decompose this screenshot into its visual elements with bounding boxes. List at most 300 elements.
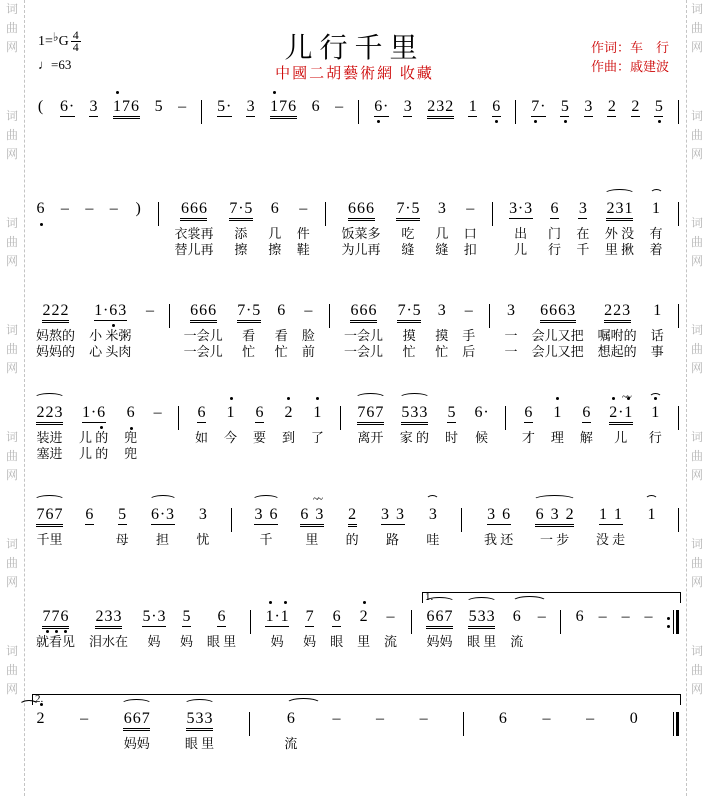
note-figures: 2 (348, 506, 357, 523)
watermark-char: 词 (690, 644, 703, 658)
ending-bracket (422, 592, 681, 603)
watermark-group (3, 321, 21, 378)
lyric-line-2 (310, 548, 313, 564)
lyric-line-2 (316, 446, 319, 462)
note-token (116, 504, 129, 564)
note-token (376, 708, 385, 768)
note-token (311, 402, 324, 462)
lyric-line-1: 流 (284, 736, 298, 751)
notation-row (36, 402, 679, 462)
octave-dot-below (55, 630, 58, 633)
music-system (36, 694, 679, 796)
note-figures: 7 6 7 (36, 506, 63, 523)
note-figures: – (386, 608, 395, 625)
note-figures: ~~ 6 3 (300, 504, 324, 525)
watermark-char: 曲 (5, 449, 18, 463)
lyric-line-2 (39, 752, 42, 768)
note-token (509, 198, 533, 258)
lyric-line-2: 行 (548, 242, 562, 257)
lyric-line-1: 在 (576, 226, 590, 241)
lyric-line-1: 行 (648, 430, 662, 445)
note-figures: 5 · 3 (142, 608, 166, 625)
lyric-line-2 (601, 650, 604, 666)
lyric-line-2 (497, 548, 500, 564)
right-dashed-border (686, 0, 687, 796)
lyric-line-2: 后 (462, 344, 476, 359)
lyric-line-2 (553, 548, 556, 564)
note-figures: – (376, 710, 385, 727)
lyric-line-2 (308, 650, 311, 666)
note-figures: – (419, 710, 428, 727)
lyric-line-2 (501, 752, 504, 768)
watermark-group (3, 535, 21, 592)
notation-row (36, 606, 679, 666)
lyric-line-2 (137, 242, 140, 258)
note-figures: – (466, 200, 475, 217)
note-token (654, 96, 663, 156)
note-token (89, 96, 98, 156)
note-figures: 2 2 2 (42, 302, 69, 319)
lyric-line-1 (338, 123, 341, 140)
lyric-line-2 (88, 242, 91, 258)
watermark-group (688, 107, 706, 164)
lyric-line-2: 鞋 (296, 242, 310, 257)
lyric-line-1: 摸 (402, 328, 416, 343)
note-token (548, 198, 561, 258)
left-dashed-border (24, 0, 25, 796)
note-token (427, 96, 454, 156)
note-figures: 6 (277, 302, 286, 319)
note-token (335, 96, 344, 156)
note-token (237, 300, 261, 360)
lyric-line-1: 了 (310, 430, 324, 445)
lyric-line-2 (82, 752, 85, 768)
lyric-line-1: 妈妈 (123, 736, 150, 751)
note-token (268, 198, 281, 258)
note-token (113, 96, 140, 156)
lyric-line-2: 着 (649, 242, 663, 257)
lyric-line-1 (632, 735, 635, 752)
barline (250, 610, 251, 634)
note-figures: ~~ 2 · 1 (609, 402, 633, 423)
lyric-line-1 (88, 225, 91, 242)
watermark-char: 曲 (690, 449, 703, 463)
note-figures: 3 (437, 302, 446, 319)
lyric-line-2 (48, 548, 51, 564)
watermark-char: 网 (690, 40, 703, 54)
lyric-line-1 (378, 735, 381, 752)
note-token (302, 300, 315, 360)
lyric-line-2 (63, 242, 66, 258)
note-figures: 6 6 6 (190, 302, 217, 319)
note-token (435, 198, 448, 258)
note-token (537, 606, 546, 666)
note-figures: 6 · (374, 96, 389, 117)
note-figures: 3 (403, 98, 412, 115)
composer-credit: 作曲：戚建波 (590, 59, 669, 74)
note-figures: – (335, 98, 344, 115)
lyric-line-2 (654, 446, 657, 462)
octave-dot-below (564, 120, 567, 123)
note-token (510, 606, 523, 666)
lyric-line-2 (112, 242, 115, 258)
note-figures: 5 (560, 96, 569, 117)
lyric-line-2 (450, 446, 453, 462)
note-token (342, 198, 381, 258)
watermark-group (688, 214, 706, 271)
watermark-group (688, 535, 706, 592)
note-token (154, 96, 163, 156)
lyric-line-2 (438, 650, 441, 666)
note-figures: 3 (89, 98, 98, 115)
note-token (178, 96, 187, 156)
note-token (185, 708, 214, 768)
lyric-line-2 (198, 752, 201, 768)
note-figures: – (178, 98, 187, 115)
lyric-line-1: 话 (650, 328, 664, 343)
lyric-line-2 (380, 140, 383, 156)
lyric-line-1: 门 (548, 226, 562, 241)
note-figures: 2 (359, 606, 368, 627)
watermark-char: 网 (690, 682, 703, 696)
lyric-line-1 (39, 123, 42, 140)
barline (325, 202, 326, 226)
lyric-line-2 (88, 548, 91, 564)
lyric-line-2 (200, 446, 203, 462)
lyric-line-1: 儿 (614, 430, 628, 445)
lyric-line-1: 出 (514, 226, 528, 241)
note-token (631, 96, 640, 156)
note-token (195, 402, 208, 462)
note-token (217, 96, 232, 156)
lyric-line-2 (156, 446, 159, 462)
note-token (532, 300, 584, 360)
lyric-line-2 (632, 752, 635, 768)
lyric-line-1 (63, 225, 66, 242)
lyric-line-2 (92, 140, 95, 156)
note-figures: – (80, 710, 89, 727)
note-token (435, 300, 448, 360)
lyric-line-2: 替儿再 (174, 242, 214, 257)
lyric-line-1: 眼 里 (206, 634, 237, 649)
lyric-line-1 (156, 429, 159, 446)
barline (678, 406, 679, 430)
lyric-line-2 (335, 650, 338, 666)
note-token (142, 606, 166, 666)
octave-dot-above (284, 601, 287, 604)
note-figures: – (537, 608, 546, 625)
lyric-line-2 (65, 140, 68, 156)
lyric-line-1 (634, 123, 637, 140)
lyric-line-2 (585, 446, 588, 462)
lyric-line-2: 忙 (435, 344, 449, 359)
note-figures: 2 3 1 (606, 200, 633, 217)
lyric-line-1: 妈熬的 (36, 328, 76, 343)
lyric-line-1 (222, 123, 225, 140)
lyric-line-2 (563, 140, 566, 156)
lyric-line-1 (82, 735, 85, 752)
watermark-char: 网 (5, 682, 18, 696)
note-figures: 1 (468, 98, 477, 115)
lyric-line-2 (634, 140, 637, 156)
lyric-line-2 (610, 140, 613, 156)
note-token (531, 96, 546, 156)
barline (249, 712, 250, 736)
lyric-line-2 (431, 548, 434, 564)
lyric-line-1 (422, 735, 425, 752)
barline (201, 100, 202, 124)
note-token (374, 96, 389, 156)
lyric-line-1: 一 (504, 328, 518, 343)
note-token (403, 96, 412, 156)
note-figures: 1 1 (599, 506, 623, 523)
lyric-line-1: 里 (357, 634, 371, 649)
lyric-line-1 (563, 123, 566, 140)
lyric-line-1: 千 (259, 532, 273, 547)
note-token (123, 708, 150, 768)
note-token (303, 606, 316, 666)
note-token (484, 504, 513, 564)
lyric-line-2 (495, 140, 498, 156)
note-figures: – (644, 608, 653, 625)
note-token (153, 402, 162, 462)
lyric-line-2 (480, 446, 483, 462)
note-figures: 2 (36, 708, 45, 729)
lyric-line-1: 到 (281, 430, 295, 445)
lyric-line-1 (537, 123, 540, 140)
lyric-line-2 (287, 446, 290, 462)
lyric-line-1: 吃 (401, 226, 415, 241)
barline (505, 406, 506, 430)
watermark-char: 曲 (5, 21, 18, 35)
note-figures: – (153, 404, 162, 421)
note-token (229, 198, 253, 258)
lyric-line-2: 为儿再 (341, 242, 381, 257)
lyric-line-2 (335, 752, 338, 768)
lyric-line-1 (282, 123, 285, 140)
lyric-line-1 (495, 123, 498, 140)
watermark-char: 网 (690, 147, 703, 161)
octave-dot-above (556, 397, 559, 400)
watermark-group (3, 0, 21, 57)
lyric-line-2 (222, 140, 225, 156)
lyric-line-2 (338, 140, 341, 156)
watermark-char: 曲 (5, 128, 18, 142)
lyric-line-1: 脸 (301, 328, 315, 343)
watermark-char: 网 (5, 468, 18, 482)
lyric-line-2 (378, 752, 381, 768)
lyric-line-2 (220, 650, 223, 666)
subtitle: 中國二胡藝術網 收藏 (275, 66, 434, 82)
lyric-line-2: 会儿又把 (531, 344, 584, 359)
lyric-line-1 (137, 225, 140, 242)
lyric-line-2 (515, 650, 518, 666)
note-figures: 6 (286, 710, 295, 727)
watermark-group (3, 642, 21, 699)
octave-dot-above (230, 397, 233, 400)
watermark-char: 词 (5, 109, 18, 123)
note-figures: 6 6 6 (350, 302, 377, 319)
lyric-line-2 (148, 344, 151, 360)
note-token (330, 606, 343, 666)
watermark-group (688, 321, 706, 378)
note-token (207, 606, 236, 666)
note-figures: 3 (428, 506, 437, 523)
lyric-line-2 (121, 548, 124, 564)
note-token (282, 402, 295, 462)
lyric-line-1: 家 的 (399, 430, 430, 445)
time-numerator: 4 (72, 28, 79, 42)
octave-dot-above (316, 397, 319, 400)
note-token (300, 504, 324, 564)
note-token (151, 504, 175, 564)
lyric-line-2 (107, 650, 110, 666)
note-token (596, 504, 625, 564)
note-figures: 6 (311, 98, 320, 115)
note-figures: – (304, 302, 313, 319)
lyric-line-1 (314, 123, 317, 140)
lyric-line-2: 里 揪 (604, 242, 635, 257)
watermark-char: 曲 (5, 556, 18, 570)
lyric-line-2 (406, 140, 409, 156)
note-token (85, 198, 94, 258)
lyric-line-1: 眼 里 (466, 634, 497, 649)
barline (169, 304, 170, 328)
watermark-char: 网 (690, 361, 703, 375)
lyric-line-1: 妈 (303, 634, 317, 649)
note-token (598, 606, 607, 666)
music-system (36, 286, 679, 388)
note-figures: 5 (447, 404, 456, 421)
lyric-line-2 (413, 446, 416, 462)
note-token (560, 96, 569, 156)
note-token (381, 504, 405, 564)
note-token (124, 402, 137, 462)
watermark-group (688, 428, 706, 485)
watermark-char: 曲 (690, 342, 703, 356)
note-token (644, 606, 653, 666)
lyric-line-2 (229, 446, 232, 462)
note-figures: 3 6 (487, 506, 511, 523)
note-figures: 6 (217, 608, 226, 625)
lyric-line-1: 妈妈 (426, 634, 453, 649)
watermark-char: 曲 (5, 342, 18, 356)
note-figures: 1 · 6 (82, 402, 106, 423)
lyric-line-1 (157, 123, 160, 140)
note-figures: 7 (305, 608, 314, 625)
note-token (464, 198, 477, 258)
watermark-char: 词 (5, 537, 18, 551)
note-figures: – (542, 710, 551, 727)
watermark-char: 曲 (5, 663, 18, 677)
lyric-line-2: 儿 (514, 242, 528, 257)
time-denominator: 4 (72, 40, 79, 54)
note-figures: 6 (512, 608, 521, 625)
lyric-line-2 (180, 140, 183, 156)
note-token (284, 708, 297, 768)
ending-bracket (32, 694, 681, 705)
lyric-line-1: 看 (242, 328, 256, 343)
lyric-line-2 (650, 548, 653, 564)
lyric-line-2 (389, 650, 392, 666)
lyric-line-2 (152, 650, 155, 666)
lyric-line-2 (289, 752, 292, 768)
note-figures: 5 (182, 608, 191, 625)
octave-dot-below (658, 120, 661, 123)
barline (678, 508, 679, 532)
lyric-line-1: 摸 (435, 328, 449, 343)
notation-row (36, 504, 679, 564)
barline (678, 304, 679, 328)
notation-row (36, 198, 679, 258)
lyric-line-1 (540, 633, 543, 650)
note-token (357, 402, 384, 462)
watermark-char: 网 (5, 254, 18, 268)
lyric-line-1: 眼 里 (184, 736, 215, 751)
note-token (265, 606, 289, 666)
note-figures: 2 2 3 (604, 302, 631, 319)
lyric-line-2 (249, 140, 252, 156)
watermark-char: 网 (690, 575, 703, 589)
lyric-line-2 (619, 446, 622, 462)
octave-dot-below (64, 630, 67, 633)
lyric-line-1: 我 还 (484, 532, 514, 547)
music-system (36, 592, 679, 694)
note-figures: 7 · 5 (397, 302, 421, 319)
lyric-line-2 (39, 242, 42, 258)
lyric-line-2: 千 (576, 242, 590, 257)
barline (158, 202, 159, 226)
lyric-line-1: 忧 (196, 532, 210, 547)
note-token (36, 402, 63, 462)
note-token (445, 402, 458, 462)
note-figures: 3 · 3 (509, 200, 533, 217)
octave-dot-above (287, 397, 290, 400)
note-figures: 2 (631, 98, 640, 115)
note-token (346, 504, 359, 564)
lyric-line-1 (657, 123, 660, 140)
notation-row (36, 96, 679, 156)
lyric-line-1: 会儿又把 (531, 328, 584, 343)
repeat-barline (667, 610, 679, 634)
note-token (36, 504, 63, 564)
note-figures: 3 (246, 98, 255, 115)
music-system (36, 388, 679, 490)
lyric-line-1: 哇 (426, 532, 440, 547)
lyric-line-2 (161, 548, 164, 564)
lyric-line-1 (65, 123, 68, 140)
lyric-line-1: 几 (435, 226, 449, 241)
barline (560, 610, 561, 634)
lyric-line-1: 没 走 (595, 532, 626, 547)
octave-dot-below (46, 630, 49, 633)
note-figures: 7 · 5 (229, 200, 253, 217)
lyric-line-2 (264, 548, 267, 564)
lyric-line-1: 的 (345, 532, 359, 547)
lyric-line-1: 妈 (147, 634, 161, 649)
note-figures: ) (135, 200, 141, 217)
lyric-line-2: 儿 的 (78, 446, 109, 461)
barline (515, 100, 516, 124)
key-letter: G (58, 34, 69, 49)
watermark-left-column (3, 0, 21, 796)
note-figures: 2 3 2 (427, 98, 454, 115)
note-figures: 3 (578, 200, 587, 217)
note-token (647, 504, 656, 564)
music-system (36, 184, 679, 286)
note-figures: 5 3 3 (401, 404, 428, 421)
tempo-marking: ♩=63 (38, 57, 72, 72)
